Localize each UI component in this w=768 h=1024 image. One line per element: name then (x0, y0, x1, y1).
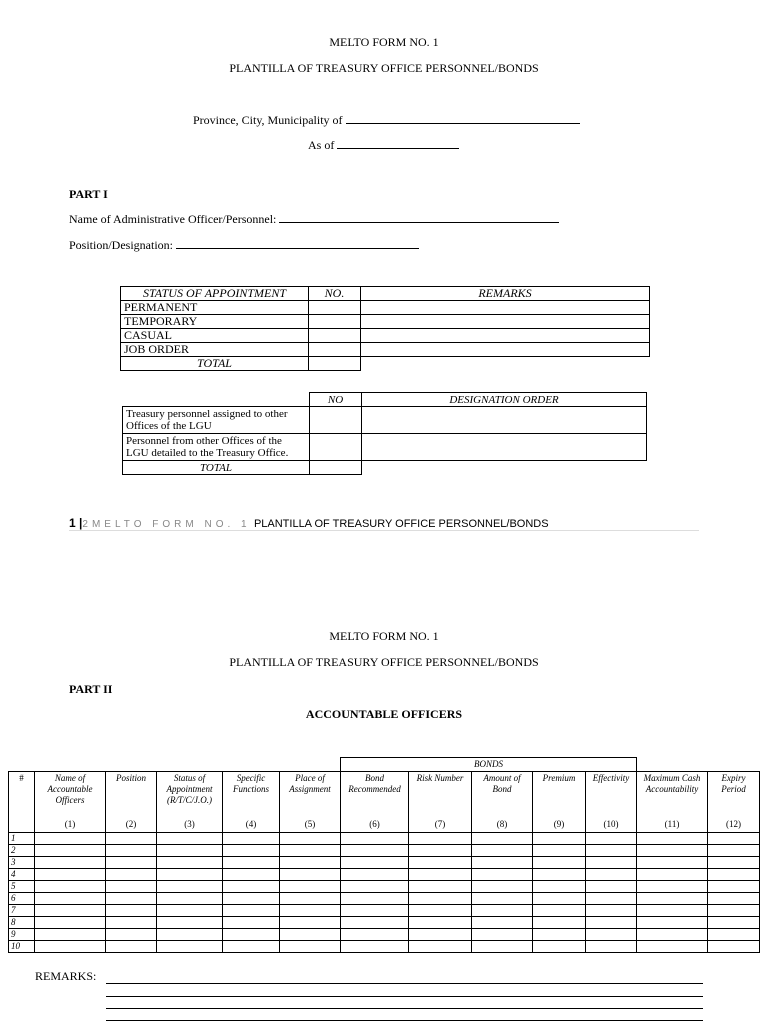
column-label: Name of Accountable Officers (47, 773, 93, 805)
table-cell[interactable] (223, 893, 280, 905)
table-cell[interactable] (586, 917, 637, 929)
detailed-to-treasury: Personnel from other Offices of the LGU detailed to the Treasury Office. (123, 434, 310, 461)
remarks-label: REMARKS: (35, 969, 97, 983)
row-number: 2 (9, 845, 35, 857)
admin-officer-blank[interactable] (279, 212, 559, 223)
table-cell[interactable] (637, 941, 708, 953)
table-cell[interactable] (157, 857, 223, 869)
table-cell[interactable] (223, 929, 280, 941)
bonds-group-header: BONDS (341, 758, 637, 772)
column-number: (6) (369, 819, 380, 829)
table-cell[interactable] (106, 893, 157, 905)
table-cell[interactable] (223, 857, 280, 869)
column-header (35, 772, 106, 833)
accountable-officers-heading: ACCOUNTABLE OFFICERS (305, 707, 463, 721)
table-cell[interactable] (708, 917, 760, 929)
column-number: (11) (664, 819, 680, 829)
table-cell[interactable] (637, 893, 708, 905)
table-cell[interactable] (341, 857, 409, 869)
table-cell[interactable] (708, 893, 760, 905)
total-no-cell[interactable] (310, 461, 362, 475)
table-cell[interactable] (35, 869, 106, 881)
status-header: STATUS OF APPOINTMENT (121, 287, 309, 301)
table-cell[interactable] (533, 857, 586, 869)
column-label: Expiry Period (721, 773, 746, 794)
table-cell[interactable] (708, 833, 760, 845)
admin-officer-label: Name of Administrative Officer/Personnel: (69, 212, 277, 226)
total-no-cell[interactable] (309, 357, 361, 371)
position-label: Position/Designation: (69, 238, 174, 252)
remarks-line[interactable] (106, 1020, 703, 1021)
no-cell[interactable] (309, 343, 361, 357)
table-cell[interactable] (472, 905, 533, 917)
remarks-cell[interactable] (361, 329, 650, 343)
as-of-blank[interactable] (337, 138, 459, 149)
table-row (9, 929, 760, 941)
remarks-cell[interactable] (361, 301, 650, 315)
footer-separator: | (79, 516, 83, 530)
table-cell[interactable] (157, 869, 223, 881)
column-header (9, 772, 35, 833)
table-row (9, 833, 760, 845)
table-cell[interactable] (280, 857, 341, 869)
table-cell[interactable] (341, 917, 409, 929)
table-cell[interactable] (341, 929, 409, 941)
table-cell[interactable] (341, 905, 409, 917)
table-cell[interactable] (280, 845, 341, 857)
table-cell[interactable] (106, 833, 157, 845)
table-cell[interactable] (708, 941, 760, 953)
column-label: Amount of Bond (483, 773, 521, 794)
table-cell[interactable] (35, 893, 106, 905)
column-header (157, 772, 223, 833)
table-cell[interactable] (409, 845, 472, 857)
column-header (280, 772, 341, 833)
row-number: 10 (9, 941, 35, 953)
row-number: 8 (9, 917, 35, 929)
table-cell[interactable] (533, 833, 586, 845)
table-cell[interactable] (341, 833, 409, 845)
page-number: 1 (69, 516, 76, 530)
table-cell[interactable] (637, 881, 708, 893)
column-header (223, 772, 280, 833)
table-cell[interactable] (409, 881, 472, 893)
row-number: 4 (9, 869, 35, 881)
table-cell[interactable] (341, 941, 409, 953)
table-cell[interactable] (708, 845, 760, 857)
designation-cell[interactable] (362, 434, 647, 461)
as-of-field[interactable] (308, 138, 459, 153)
table-cell[interactable] (637, 869, 708, 881)
admin-officer-field[interactable] (69, 212, 559, 227)
table-cell[interactable] (223, 869, 280, 881)
column-label: Specific Functions (233, 773, 269, 794)
table-cell[interactable] (223, 917, 280, 929)
table-cell[interactable] (409, 857, 472, 869)
table-row (9, 869, 760, 881)
assigned-to-other-offices: Treasury personnel assigned to other Offices of the LGU (123, 407, 310, 434)
table-cell[interactable] (106, 905, 157, 917)
row-number: 6 (9, 893, 35, 905)
table-cell[interactable] (223, 941, 280, 953)
table-row (9, 941, 760, 953)
status-permanent: PERMANENT (121, 301, 309, 315)
column-number: (7) (434, 819, 446, 829)
column-header (637, 772, 708, 833)
table-cell[interactable] (472, 869, 533, 881)
column-label: Position (115, 773, 146, 783)
designation-order-header: DESIGNATION ORDER (362, 393, 647, 407)
column-label: Premium (542, 773, 576, 783)
no-cell[interactable] (309, 301, 361, 315)
column-label: Place of Assignment (289, 773, 331, 794)
table-cell[interactable] (637, 845, 708, 857)
no-cell[interactable] (310, 434, 362, 461)
table-row (121, 315, 650, 329)
status-job-order: JOB ORDER (121, 343, 309, 357)
table-cell[interactable] (35, 905, 106, 917)
table-cell[interactable] (106, 869, 157, 881)
next-page-number: 2 (82, 519, 92, 530)
table-cell[interactable] (708, 869, 760, 881)
table-cell[interactable] (35, 845, 106, 857)
table-cell[interactable] (157, 845, 223, 857)
column-number: (2) (125, 819, 137, 829)
column-number: (9) (553, 819, 565, 829)
column-label: Maximum Cash Accountability (643, 773, 701, 794)
table-cell[interactable] (472, 833, 533, 845)
as-of-label: As of (308, 138, 335, 152)
column-header (586, 772, 637, 833)
table-cell[interactable] (280, 929, 341, 941)
table-row (9, 857, 760, 869)
table-cell[interactable] (280, 869, 341, 881)
table-row (123, 434, 647, 461)
table-cell[interactable] (586, 869, 637, 881)
table-cell[interactable] (409, 917, 472, 929)
no-cell[interactable] (310, 407, 362, 434)
column-label: Risk Number (416, 773, 464, 783)
table-cell[interactable] (586, 881, 637, 893)
table-cell[interactable] (472, 845, 533, 857)
table-cell[interactable] (35, 929, 106, 941)
table-cell[interactable] (106, 857, 157, 869)
table-cell[interactable] (586, 893, 637, 905)
row-number: 3 (9, 857, 35, 869)
status-total-label: TOTAL (121, 357, 309, 371)
table-row (121, 343, 650, 357)
table-row (9, 905, 760, 917)
table-cell[interactable] (708, 905, 760, 917)
column-number: (12) (726, 819, 741, 829)
table-row (123, 407, 647, 434)
table-cell[interactable] (280, 893, 341, 905)
column-header (533, 772, 586, 833)
table-cell[interactable] (533, 905, 586, 917)
row-number: 9 (9, 929, 35, 941)
remarks-header: REMARKS (361, 287, 650, 301)
table-cell[interactable] (586, 929, 637, 941)
table-cell[interactable] (35, 917, 106, 929)
status-temporary: TEMPORARY (121, 315, 309, 329)
table-cell[interactable] (708, 929, 760, 941)
remarks-line[interactable] (106, 1008, 703, 1009)
table-cell[interactable] (106, 941, 157, 953)
page-footer (69, 516, 699, 531)
column-label: # (19, 773, 24, 783)
table-cell[interactable] (157, 905, 223, 917)
table-cell[interactable] (637, 857, 708, 869)
table-cell[interactable] (409, 905, 472, 917)
footer-title: PLANTILLA OF TREASURY OFFICE PERSONNEL/BONDS (253, 518, 549, 530)
table-cell[interactable] (341, 881, 409, 893)
column-number: (10) (603, 819, 619, 829)
table-cell[interactable] (106, 929, 157, 941)
remarks-cell[interactable] (361, 343, 650, 357)
table-cell[interactable] (157, 881, 223, 893)
table-row (121, 301, 650, 315)
table-cell[interactable] (35, 857, 106, 869)
table-cell[interactable] (586, 833, 637, 845)
table-cell[interactable] (157, 833, 223, 845)
table-cell[interactable] (533, 941, 586, 953)
table-cell[interactable] (637, 929, 708, 941)
table-cell[interactable] (409, 833, 472, 845)
table-cell[interactable] (223, 905, 280, 917)
table-cell[interactable] (409, 893, 472, 905)
column-header (472, 772, 533, 833)
table-cell[interactable] (157, 941, 223, 953)
table-cell[interactable] (35, 941, 106, 953)
table-cell[interactable] (472, 941, 533, 953)
table-cell[interactable] (409, 869, 472, 881)
table-cell[interactable] (472, 917, 533, 929)
table-cell[interactable] (708, 881, 760, 893)
column-header (708, 772, 760, 833)
form-number: MELTO FORM NO. 1 (329, 35, 439, 49)
remarks-line[interactable] (106, 983, 703, 984)
table-cell[interactable] (409, 929, 472, 941)
table-cell[interactable] (157, 893, 223, 905)
form-title: PLANTILLA OF TREASURY OFFICE PERSONNEL/BONDS (229, 61, 539, 75)
table-cell[interactable] (280, 881, 341, 893)
table-cell[interactable] (637, 905, 708, 917)
row-number: 1 (9, 833, 35, 845)
table-cell[interactable] (280, 833, 341, 845)
table-cell[interactable] (586, 857, 637, 869)
table-row (9, 893, 760, 905)
province-label: Province, City, Municipality of (193, 113, 343, 127)
row-number: 7 (9, 905, 35, 917)
remarks-line[interactable] (106, 996, 703, 997)
table-cell[interactable] (223, 845, 280, 857)
table-cell[interactable] (35, 881, 106, 893)
table-row (9, 881, 760, 893)
no-cell[interactable] (309, 315, 361, 329)
total-row (121, 357, 650, 371)
designation-cell[interactable] (362, 407, 647, 434)
table-cell[interactable] (533, 845, 586, 857)
column-number: (3) (184, 819, 195, 829)
table-cell[interactable] (533, 917, 586, 929)
table-cell[interactable] (472, 929, 533, 941)
column-header (106, 772, 157, 833)
row-number: 5 (9, 881, 35, 893)
table-cell[interactable] (533, 929, 586, 941)
province-blank[interactable] (346, 113, 580, 124)
part-i-heading: PART I (69, 187, 108, 201)
remarks-cell[interactable] (361, 315, 650, 329)
no-header: NO. (309, 287, 361, 301)
column-number: (4) (245, 819, 257, 829)
column-number: (5) (304, 819, 316, 829)
table-cell[interactable] (341, 893, 409, 905)
footer-form-number: MELTO FORM NO. 1 (91, 519, 251, 530)
table-row (121, 329, 650, 343)
total-row (123, 461, 647, 475)
table-cell[interactable] (586, 941, 637, 953)
table-cell[interactable] (157, 917, 223, 929)
designation-table (122, 392, 647, 475)
table-cell[interactable] (472, 857, 533, 869)
table-cell[interactable] (280, 905, 341, 917)
table-cell[interactable] (223, 881, 280, 893)
table-cell[interactable] (106, 881, 157, 893)
detail-total-label: TOTAL (123, 461, 310, 475)
no-header: NO (310, 393, 362, 407)
table-cell[interactable] (637, 917, 708, 929)
form-number-2: MELTO FORM NO. 1 (329, 629, 439, 643)
column-label: Bond Recommended (348, 773, 401, 794)
column-number: (1) (64, 819, 76, 829)
table-cell[interactable] (280, 917, 341, 929)
accountable-officers-table (8, 757, 760, 953)
table-cell[interactable] (409, 941, 472, 953)
table-cell[interactable] (280, 941, 341, 953)
province-field[interactable] (193, 113, 580, 128)
position-field[interactable] (69, 238, 419, 253)
status-casual: CASUAL (121, 329, 309, 343)
table-cell[interactable] (708, 857, 760, 869)
table-cell[interactable] (472, 881, 533, 893)
table-cell[interactable] (586, 905, 637, 917)
column-label: Status of Appointment (R/T/C/J.O.) (166, 773, 213, 805)
table-cell[interactable] (35, 833, 106, 845)
table-cell[interactable] (223, 833, 280, 845)
table-cell[interactable] (341, 845, 409, 857)
status-of-appointment-table (120, 286, 650, 371)
column-header (409, 772, 472, 833)
table-cell[interactable] (533, 869, 586, 881)
table-cell[interactable] (472, 893, 533, 905)
table-cell[interactable] (637, 833, 708, 845)
column-number: (8) (496, 819, 508, 829)
part-ii-heading: PART II (69, 682, 113, 696)
table-cell[interactable] (533, 881, 586, 893)
table-cell[interactable] (586, 845, 637, 857)
table-cell[interactable] (106, 917, 157, 929)
table-cell[interactable] (157, 929, 223, 941)
table-row (9, 845, 760, 857)
column-label: Effectivity (592, 773, 630, 783)
position-blank[interactable] (176, 238, 419, 249)
column-header (341, 772, 409, 833)
form-title-2: PLANTILLA OF TREASURY OFFICE PERSONNEL/BONDS (229, 655, 539, 669)
no-cell[interactable] (309, 329, 361, 343)
table-cell[interactable] (106, 845, 157, 857)
table-cell[interactable] (533, 893, 586, 905)
table-row (9, 917, 760, 929)
table-cell[interactable] (341, 869, 409, 881)
